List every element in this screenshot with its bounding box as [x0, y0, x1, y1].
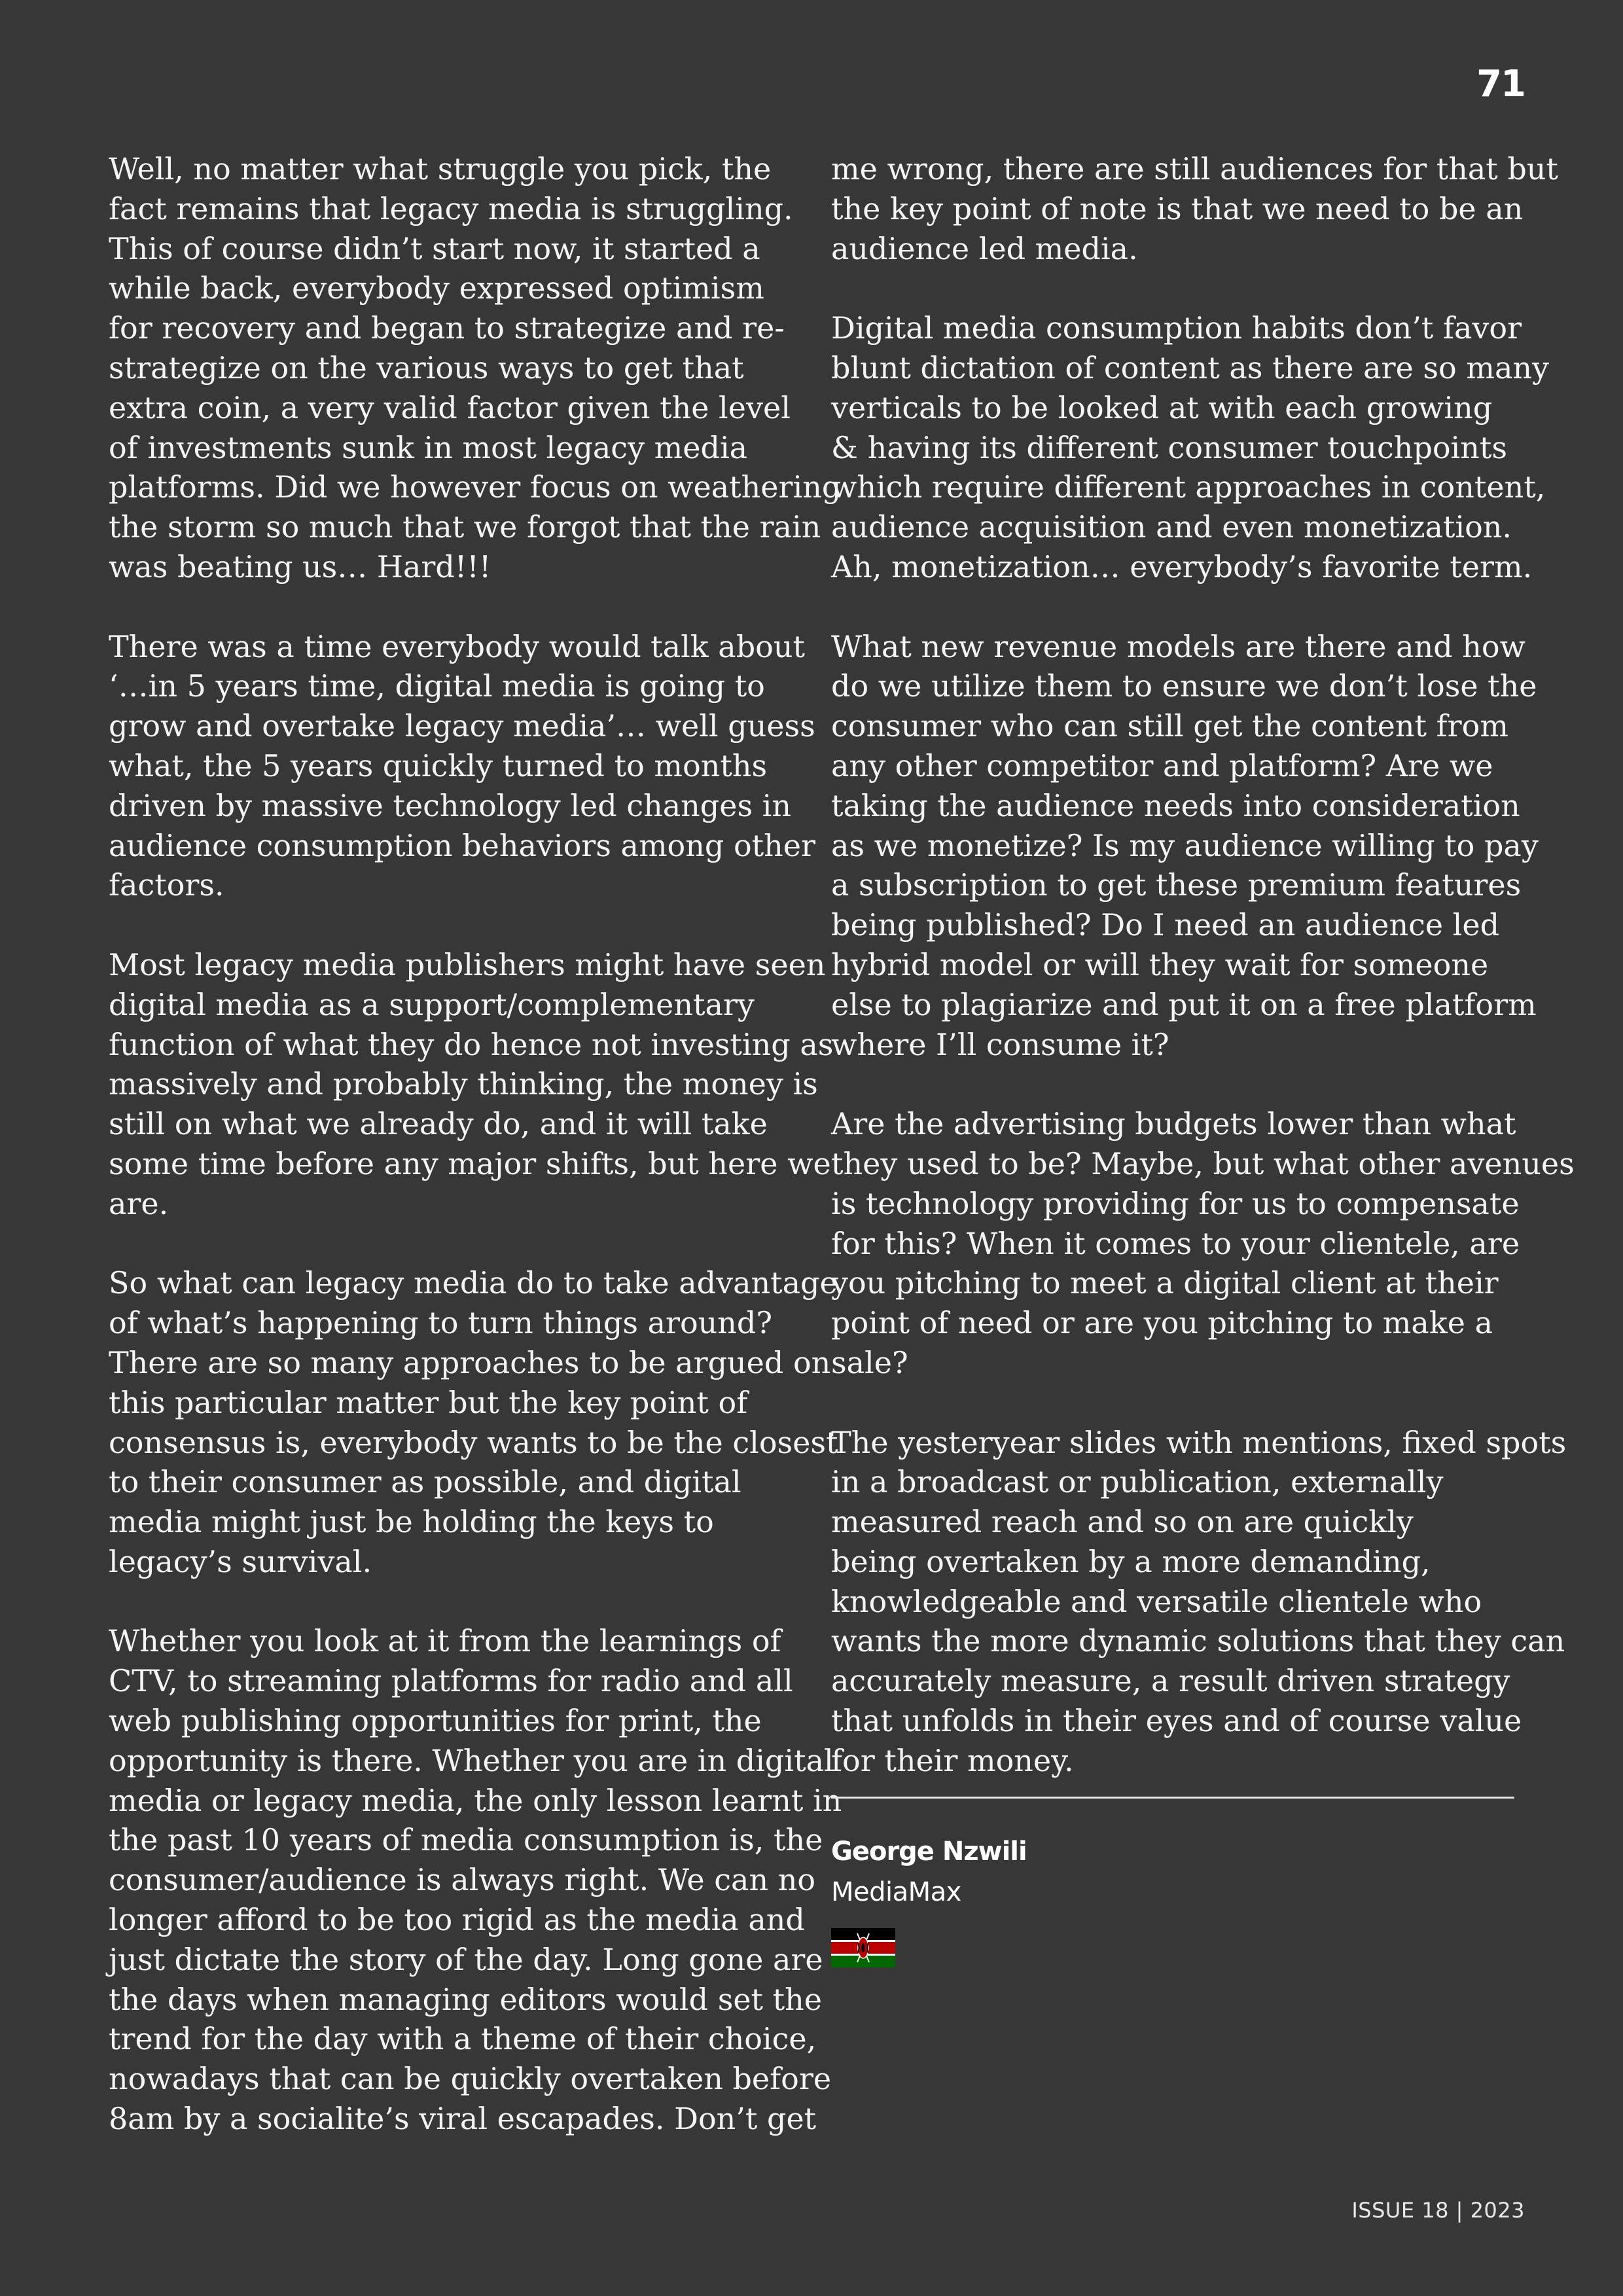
article-line: platforms. Did we however focus on weathering	[109, 469, 842, 505]
article-line: Digital media consumption habits don’t favor	[831, 310, 1522, 346]
article-line: Most legacy media publishers might have seen	[109, 946, 826, 982]
article-line: nowadays that can be quickly overtaken before	[109, 2061, 832, 2097]
article-line: while back, everybody expressed optimism	[109, 270, 764, 306]
article-line: what, the 5 years quickly turned to months	[109, 747, 768, 783]
article-line: CTV, to streaming platforms for radio and all	[109, 1663, 793, 1699]
article-line: they used to be? Maybe, but what other avenues	[831, 1145, 1575, 1181]
article-line: for their money.	[831, 1742, 1074, 1778]
article-line: which require different approaches in content,	[831, 469, 1546, 505]
article-line: opportunity is there. Whether you are in digital	[109, 1742, 834, 1778]
article-line: the key point of note is that we need to be an	[831, 190, 1524, 226]
article-line: still on what we already do, and it will take	[109, 1106, 768, 1142]
article-line: factors.	[109, 867, 224, 903]
article-paragraph	[831, 308, 1550, 587]
article-line: digital media as a support/complementary	[109, 986, 755, 1022]
article-line: are.	[109, 1185, 169, 1221]
author-divider	[831, 1797, 1514, 1799]
article-paragraph	[831, 627, 1539, 1065]
article-left-column	[109, 149, 842, 2179]
article-line: was beating us… Hard!!!	[109, 548, 491, 584]
article-line: legacy’s survival.	[109, 1543, 372, 1579]
article-line: longer afford to be too rigid as the media and	[109, 1902, 805, 1938]
article-line: audience acquisition and even monetization.	[831, 509, 1512, 545]
article-line: & having its different consumer touchpoints	[831, 429, 1507, 465]
article-line: any other competitor and platform? Are we	[831, 747, 1493, 783]
article-line: grow and overtake legacy media’… well guess	[109, 708, 815, 744]
article-line: There was a time everybody would talk about	[109, 628, 805, 664]
article-line: web publishing opportunities for print, the	[109, 1703, 762, 1739]
article-line: that unfolds in their eyes and of course value	[831, 1703, 1522, 1739]
article-line: ‘…in 5 years time, digital media is going to	[109, 668, 765, 704]
article-line: the days when managing editors would set the	[109, 1981, 822, 2017]
article-paragraph	[109, 627, 815, 906]
article-line: The yesteryear slides with mentions, fixed spots	[831, 1424, 1567, 1460]
page-number: 71	[1476, 63, 1525, 105]
article-paragraph	[109, 149, 842, 587]
article-line: blunt dictation of content as there are so many	[831, 350, 1550, 386]
article-line: as we monetize? Is my audience willing to pay	[831, 827, 1539, 863]
article-line: consumer/audience is always right. We can no	[109, 1862, 816, 1898]
article-line: function of what they do hence not investing as	[109, 1026, 834, 1062]
issue-footer: ISSUE 18 | 2023	[1351, 2198, 1525, 2223]
article-paragraph	[109, 945, 834, 1224]
article-line: of investments sunk in most legacy media	[109, 429, 748, 465]
article-line: sale?	[831, 1344, 908, 1380]
article-line: do we utilize them to ensure we don’t lose the	[831, 668, 1537, 704]
kenya-flag-icon	[831, 1928, 895, 1967]
article-line: 8am by a socialite’s viral escapades. Don’t get	[109, 2101, 817, 2137]
article-line: wants the more dynamic solutions that they can	[831, 1623, 1565, 1659]
article-line: a subscription to get these premium features	[831, 867, 1522, 903]
article-line: Whether you look at it from the learnings of	[109, 1623, 781, 1659]
article-line: just dictate the story of the day. Long gone are	[109, 1941, 823, 1977]
article-line: trend for the day with a theme of their choice,	[109, 2021, 817, 2057]
author-name: George Nzwili	[831, 1837, 1027, 1867]
article-line: This of course didn’t start now, it started a	[109, 230, 760, 266]
article-line: the storm so much that we forgot that the rain	[109, 509, 821, 545]
article-line: the past 10 years of media consumption is, the	[109, 1822, 823, 1858]
article-line: accurately measure, a result driven strategy	[831, 1663, 1510, 1699]
article-line: consensus is, everybody wants to be the closest	[109, 1424, 838, 1460]
article-line: in a broadcast or publication, externally	[831, 1464, 1444, 1500]
article-line: What new revenue models are there and how	[831, 628, 1525, 664]
article-paragraph	[831, 149, 1558, 268]
article-line: point of need or are you pitching to make a	[831, 1305, 1493, 1341]
author-organization: MediaMax	[831, 1877, 961, 1907]
article-line: consumer who can still get the content from	[831, 708, 1508, 744]
article-line: audience consumption behaviors among other	[109, 827, 815, 863]
article-line: being published? Do I need an audience led	[831, 907, 1500, 943]
article-line: media might just be holding the keys to	[109, 1504, 714, 1540]
article-line: knowledgeable and versatile clientele who	[831, 1583, 1482, 1619]
article-line: driven by massive technology led changes in	[109, 787, 792, 823]
article-line: verticals to be looked at with each growing	[831, 389, 1493, 425]
article-line: Ah, monetization… everybody’s favorite term.	[831, 548, 1533, 584]
article-line: for recovery and began to strategize and re-	[109, 310, 785, 346]
article-line: Well, no matter what struggle you pick, the	[109, 151, 772, 187]
article-line: some time before any major shifts, but here we	[109, 1145, 831, 1181]
article-line: for this? When it comes to your clientele, are	[831, 1225, 1520, 1261]
article-line: audience led media.	[831, 230, 1138, 266]
article-line: where I’ll consume it?	[831, 1026, 1169, 1062]
article-line: is technology providing for us to compensate	[831, 1185, 1520, 1221]
article-paragraph	[109, 1263, 838, 1581]
article-line: else to plagiarize and put it on a free platform	[831, 986, 1537, 1022]
article-line: There are so many approaches to be argued on	[109, 1344, 831, 1380]
article-line: extra coin, a very valid factor given the level	[109, 389, 791, 425]
article-line: So what can legacy media do to take advantage	[109, 1265, 838, 1301]
article-line: of what’s happening to turn things around?	[109, 1305, 773, 1341]
article-paragraph	[831, 1423, 1567, 1781]
article-line: massively and probably thinking, the money is	[109, 1066, 818, 1102]
article-line: media or legacy media, the only lesson learnt in	[109, 1782, 842, 1818]
article-line: Are the advertising budgets lower than what	[831, 1106, 1516, 1142]
article-line: strategize on the various ways to get that	[109, 350, 744, 386]
article-line: being overtaken by a more demanding,	[831, 1543, 1431, 1579]
article-line: measured reach and so on are quickly	[831, 1504, 1414, 1540]
article-line: hybrid model or will they wait for someone	[831, 946, 1489, 982]
article-right-column	[831, 149, 1575, 1820]
article-line: me wrong, there are still audiences for that but	[831, 151, 1558, 187]
article-line: taking the audience needs into consideration	[831, 787, 1520, 823]
article-line: fact remains that legacy media is struggling.	[109, 190, 793, 226]
article-paragraph	[831, 1104, 1575, 1383]
article-line: this particular matter but the key point of	[109, 1384, 748, 1420]
article-paragraph	[109, 1621, 842, 2138]
article-line: to their consumer as possible, and digital	[109, 1464, 741, 1500]
article-line: you pitching to meet a digital client at their	[831, 1265, 1499, 1301]
